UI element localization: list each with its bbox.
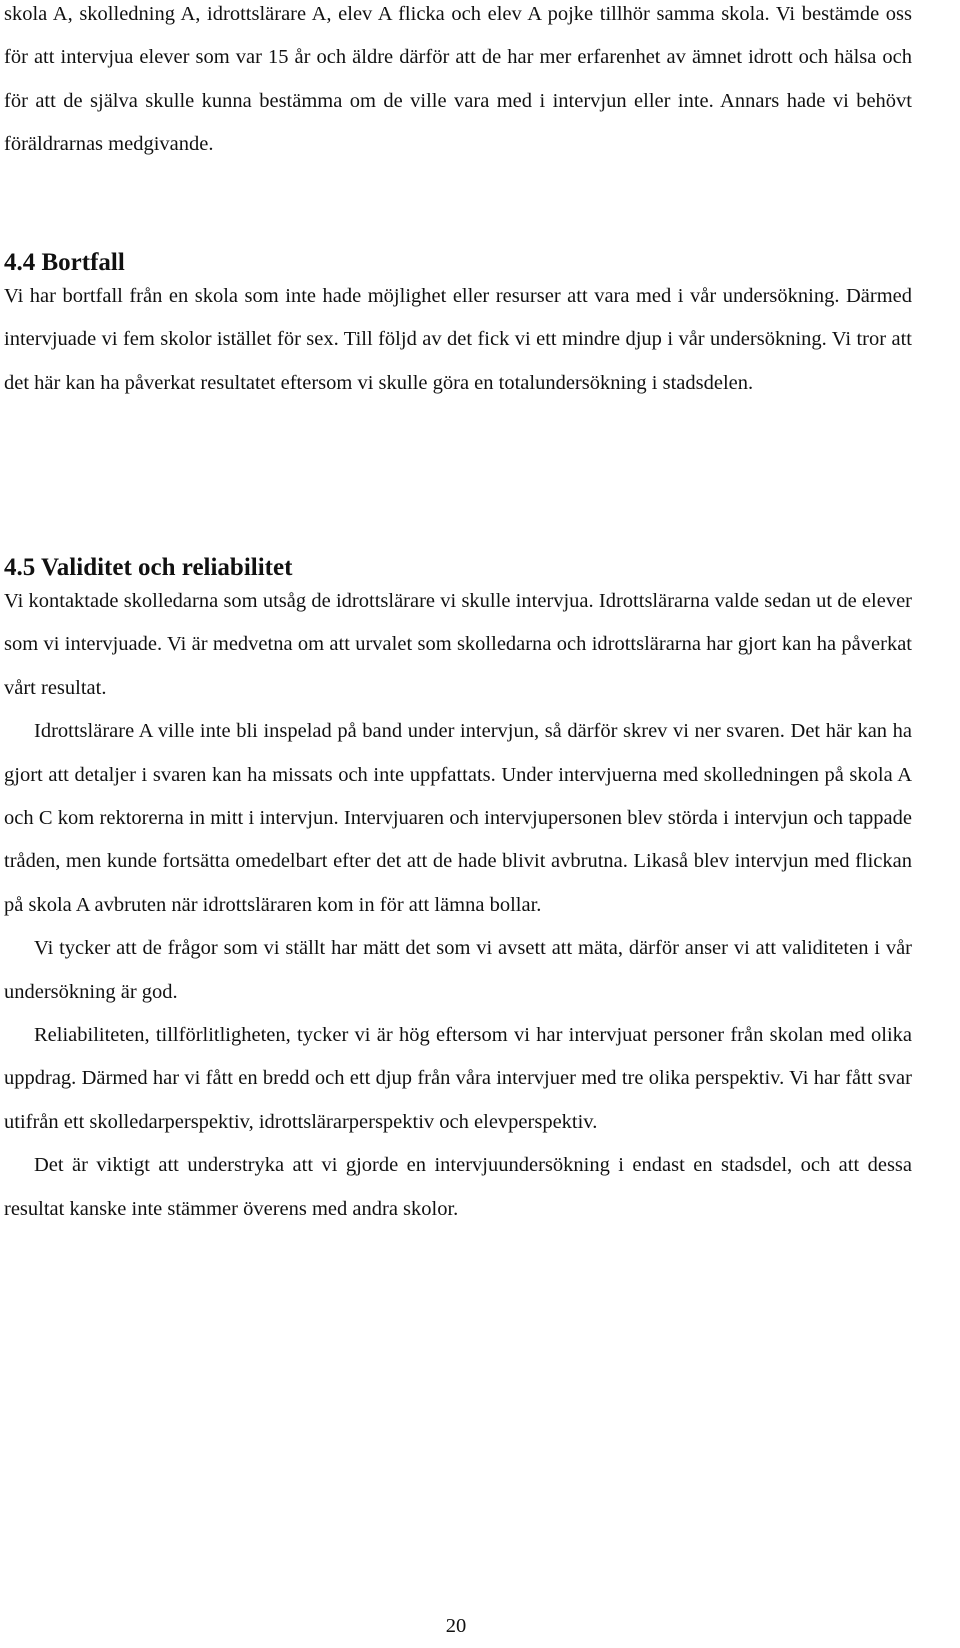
bortfall-paragraph: Vi har bortfall från en skola som inte hade möjlighet eller resurser att vara med i vår undersökning. Därmed intervjuade vi fem skolor istället för sex. Till följd av det fick vi ett mindre djup i vår undersökning. Vi tror att det här kan ha påverkat resultatet eftersom vi skulle göra en totalundersökning i stadsdelen. <box>4 285 912 394</box>
validitet-paragraph-intervjuer: Idrottslärare A ville inte bli inspelad på band under intervjun, så därför skrev vi ner svaren. Det här kan ha gjort att detaljer i svaren kan ha missats och inte uppfattats. Under intervjuerna med skolledningen på skola A och C kom rektorerna in mitt i intervjun. Intervjuaren och intervjupersonen blev störda i intervjun och tappade tråden, men kunde fortsätta omedelbart efter det att de hade blivit avbrutna. Likaså blev intervjun med flickan på skola A avbruten när idrottsläraren kom in för att lämna bollar. <box>4 720 912 916</box>
reliabilitet-paragraph: Reliabiliteten, tillförlitligheten, tycker vi är hög eftersom vi har intervjuat personer från skolan med olika uppdrag. Därmed har vi fått en bredd och ett djup från våra intervjuer med tre olika perspektiv. Vi har fått svar utifrån ett skolledarperspektiv, idrottslärarperspektiv och elevperspektiv. <box>4 1024 912 1133</box>
section-heading-bortfall: 4.4 Bortfall <box>4 249 125 276</box>
intro-paragraph: skola A, skolledning A, idrottslärare A, elev A flicka och elev A pojke tillhör samma skola. Vi bestämde oss för att intervjua elever som var 15 år och äldre därför att de har mer erfarenhet av ämnet idrott och hälsa och för att de själva skulle kunna bestämma om de ville vara med i intervjun eller inte. Annars hade vi behövt föräldrarnas medgivande. <box>4 3 912 156</box>
validitet-section-body <box>4 580 912 1231</box>
avgransning-paragraph: Det är viktigt att understryka att vi gjorde en intervjuundersökning i endast en stadsdel, och att dessa resultat kanske inte stämmer överens med andra skolor. <box>4 1154 912 1220</box>
page-number: 20 <box>445 1615 467 1637</box>
section-heading-validitet: 4.5 Validitet och reliabilitet <box>4 554 293 581</box>
validitet-paragraph-urval: Vi kontaktade skolledarna som utsåg de idrottslärare vi skulle intervjua. Idrottslärarna valde sedan ut de elever som vi intervjuade. Vi är medvetna om att urvalet som skolledarna och idrottslärarna har gjort kan ha påverkat vårt resultat. <box>4 590 912 699</box>
validitet-paragraph-fragor: Vi tycker att de frågor som vi ställt har mätt det som vi avsett att mäta, därför anser vi att validiteten i vår undersökning är god. <box>4 937 912 1003</box>
